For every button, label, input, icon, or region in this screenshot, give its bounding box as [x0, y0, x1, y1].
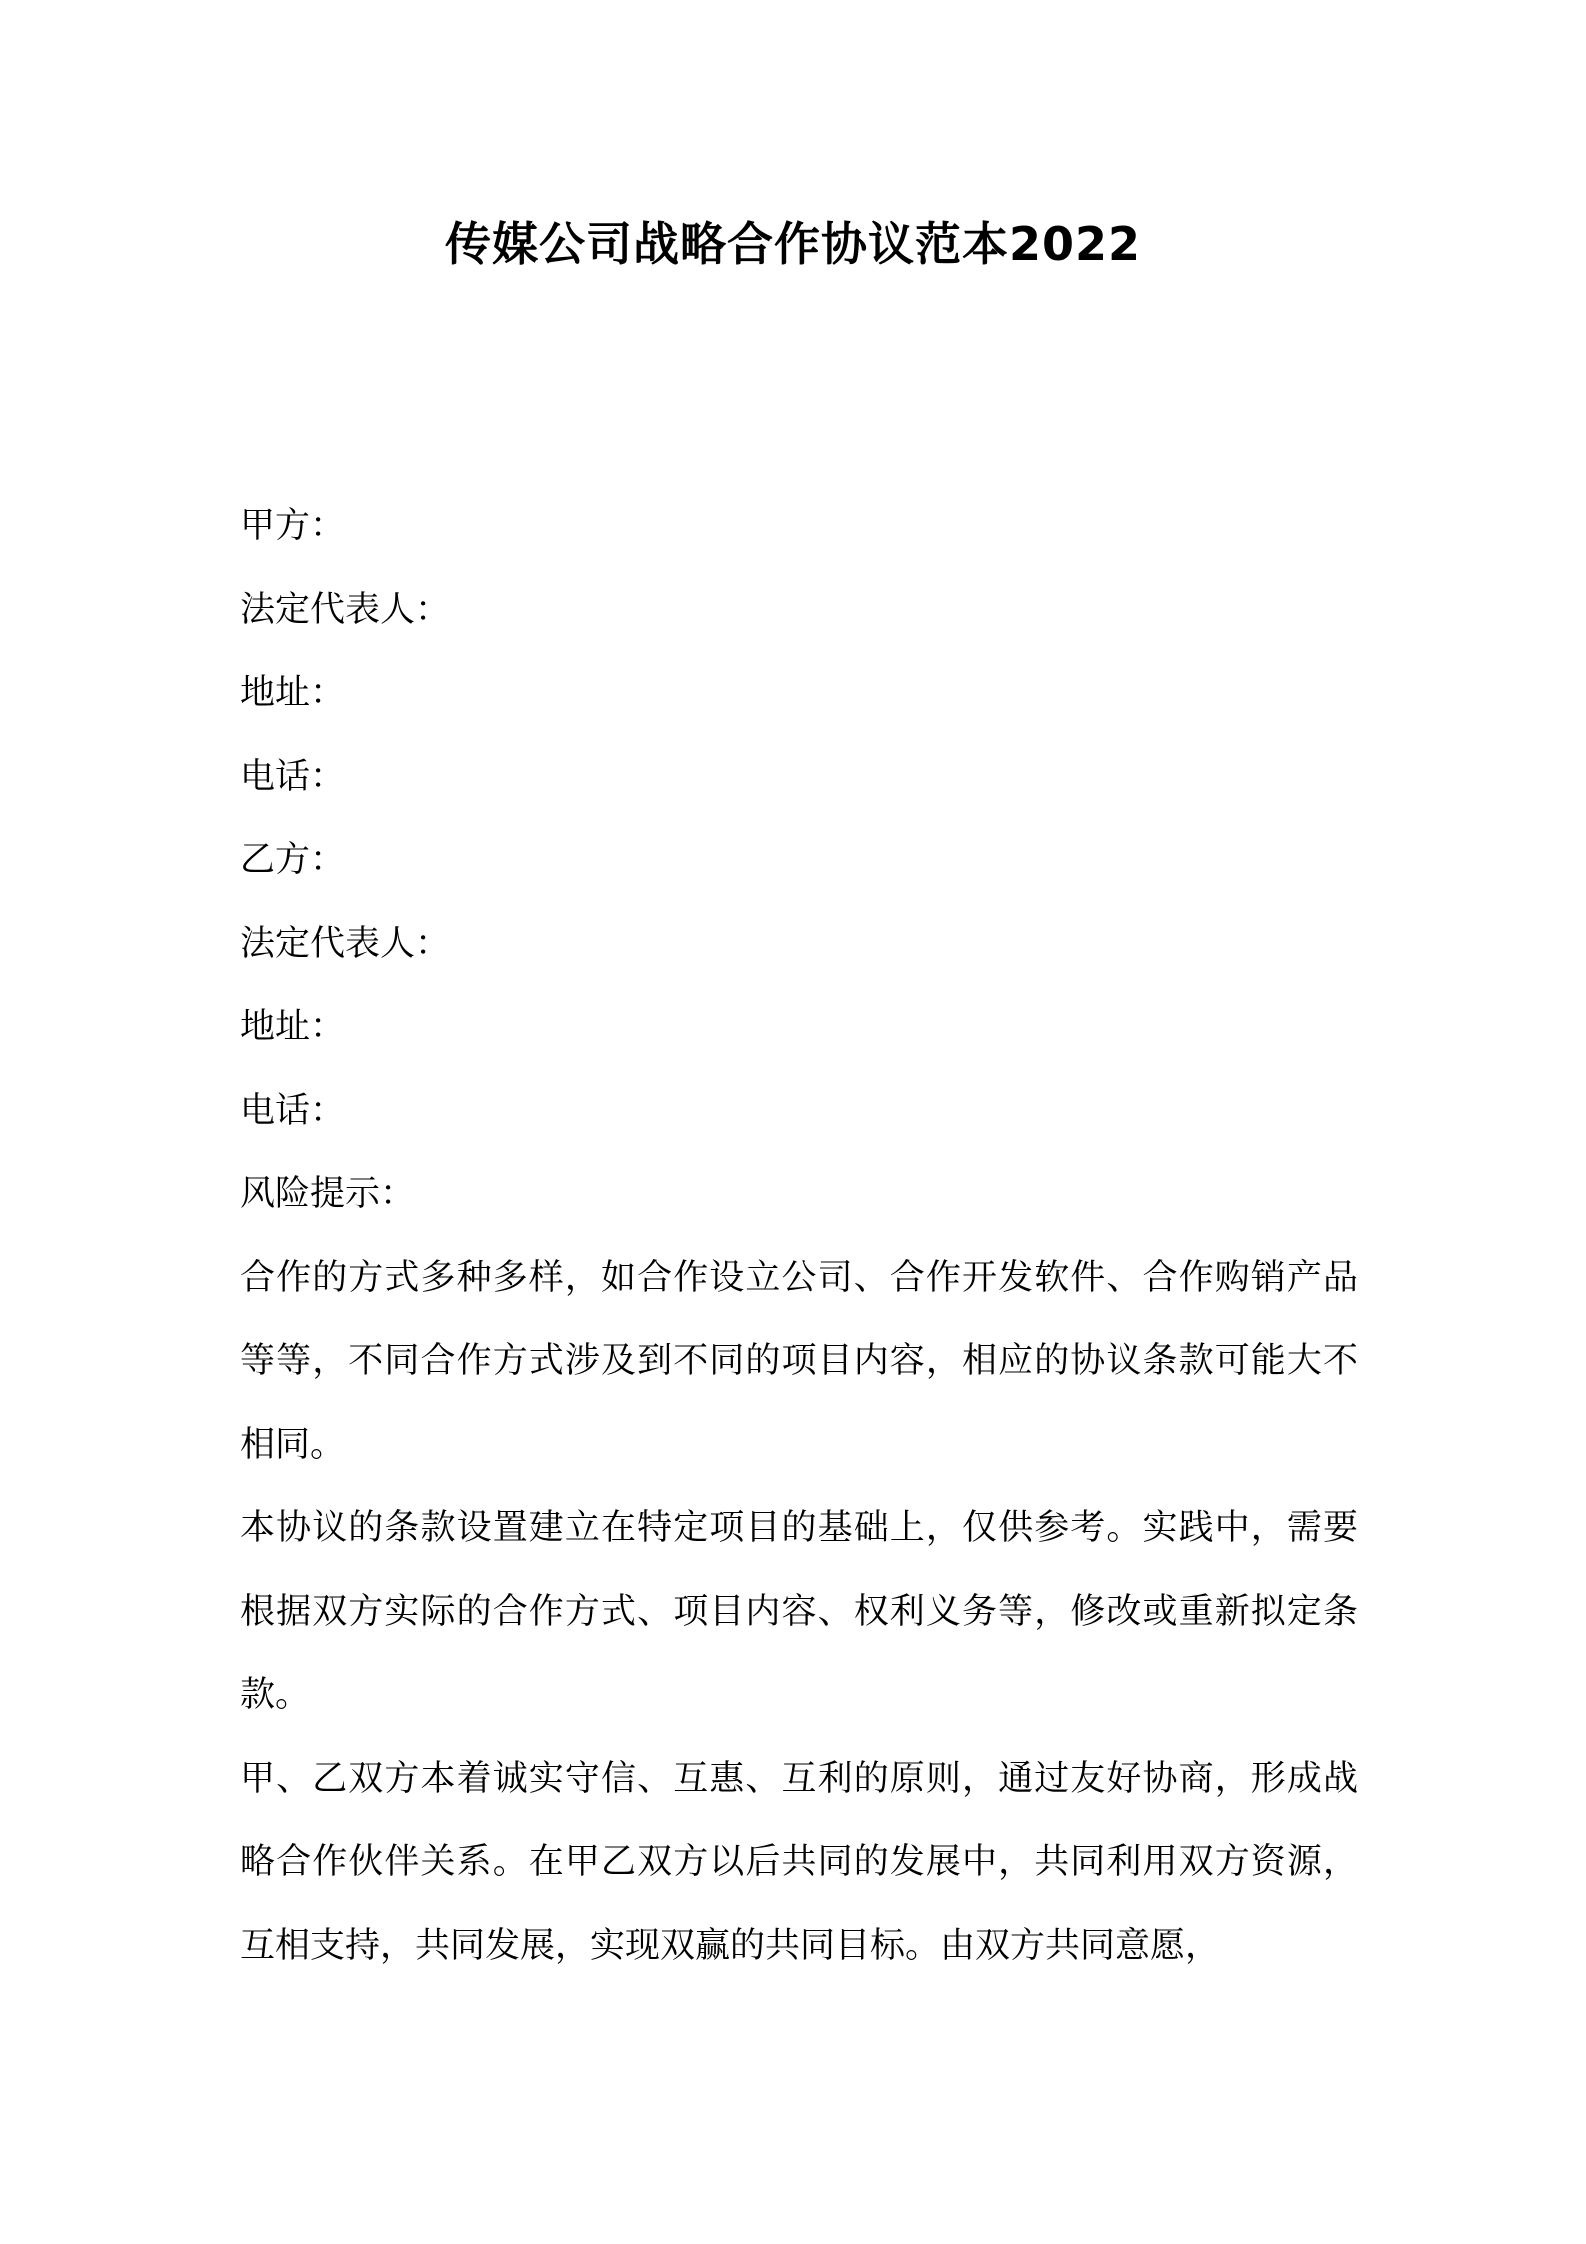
party-b-name-label: 乙方：	[240, 840, 346, 880]
document-title: 传媒公司战略合作协议范本2022	[444, 217, 1142, 271]
paragraph-agreement-intro: 甲、乙双方本着诚实守信、互惠、互利的原则，通过友好协商，形成战略合作伙伴关系。在甲乙双方以后共同的发展中，共同利用双方资源，互相支持，共同发展，实现双赢的共同目标。由双方共同意愿，	[240, 1758, 1358, 1966]
party-b-phone-label: 电话：	[240, 1090, 346, 1131]
party-b-representative-label: 法定代表人：	[240, 923, 451, 964]
paragraph-cooperation-methods: 合作的方式多种多样，如合作设立公司、合作开发软件、合作购销产品等等，不同合作方式涉及到不同的项目内容，相应的协议条款可能大不相同。	[240, 1257, 1358, 1465]
party-b-address-label: 地址：	[240, 1007, 346, 1047]
party-a-phone-label: 电话：	[240, 756, 346, 797]
document-body	[240, 485, 1358, 1988]
party-a-name-label: 甲方：	[240, 506, 346, 546]
party-a-address-label: 地址：	[240, 673, 346, 713]
paragraph-reference-notice: 本协议的条款设置建立在特定项目的基础上，仅供参考。实践中，需要根据双方实际的合作方式、项目内容、权利义务等，修改或重新拟定条款。	[240, 1508, 1358, 1715]
party-a-representative-label: 法定代表人：	[240, 589, 451, 630]
risk-heading: 风险提示：	[240, 1174, 416, 1214]
